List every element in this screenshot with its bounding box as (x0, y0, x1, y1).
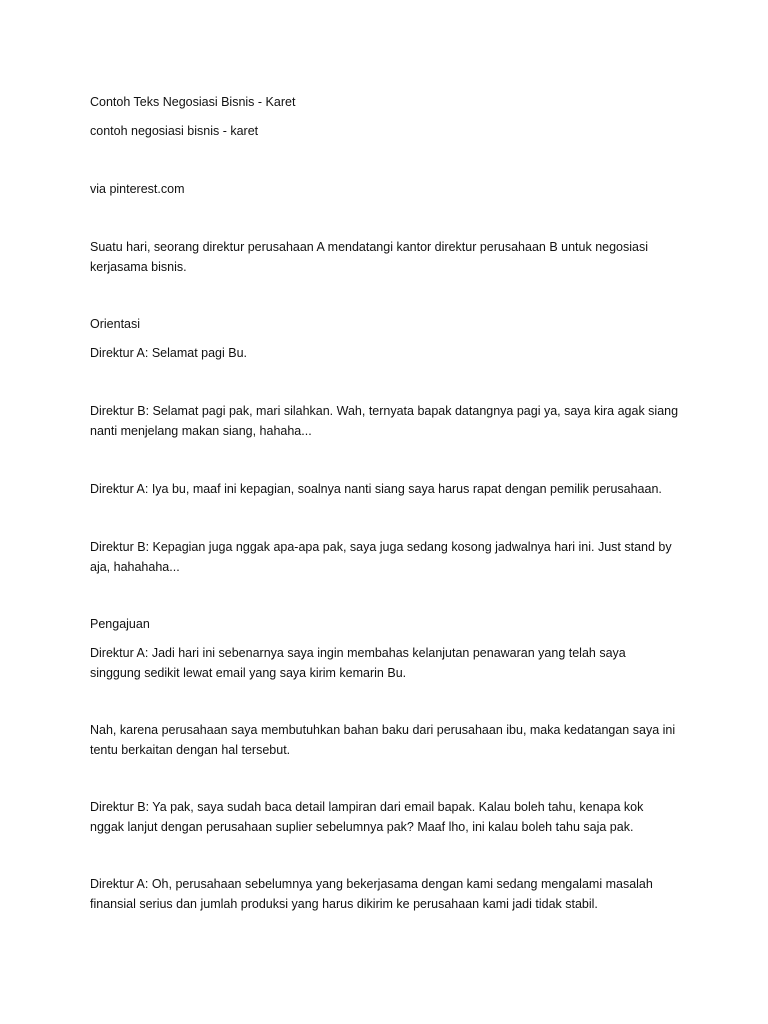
dialogue-line: Direktur B: Selamat pagi pak, mari silahkan. Wah, ternyata bapak datangnya pagi ya, saya kira agak siang (90, 404, 679, 418)
dialogue-line: Direktur B: Kepagian juga nggak apa-apa pak, saya juga sedang kosong jadwalnya hari ini. Just stand by (90, 540, 672, 554)
section-heading-pengajuan: Pengajuan (90, 617, 150, 631)
document-title: Contoh Teks Negosiasi Bisnis - Karet (90, 95, 296, 109)
paragraph-line: tentu berkaitan dengan hal tersebut. (90, 743, 291, 757)
dialogue-line: Direktur A: Oh, perusahaan sebelumnya yang bekerjasama dengan kami sedang mengalami masalah (90, 877, 653, 891)
dialogue-line: singgung sedikit lewat email yang saya kirim kemarin Bu. (90, 666, 407, 680)
dialogue-line: nggak lanjut dengan perusahaan suplier sebelumnya pak? Maaf lho, ini kalau boleh tahu saja pak. (90, 820, 634, 834)
source-link[interactable]: via pinterest.com (90, 182, 185, 196)
intro-line-1: Suatu hari, seorang direktur perusahaan A mendatangi kantor direktur perusahaan B untuk negosiasi (90, 240, 649, 254)
dialogue-line: Direktur A: Jadi hari ini sebenarnya saya ingin membahas kelanjutan penawaran yang telah saya (90, 646, 626, 660)
dialogue-line: finansial serius dan jumlah produksi yang harus dikirim ke perusahaan kami jadi tidak stabil. (90, 897, 598, 911)
paragraph-line: Nah, karena perusahaan saya membutuhkan bahan baku dari perusahaan ibu, maka kedatangan saya ini (90, 723, 676, 737)
dialogue-line: Direktur A: Iya bu, maaf ini kepagian, soalnya nanti siang saya harus rapat dengan pemilik perusahaan. (90, 482, 662, 496)
dialogue-line: Direktur B: Ya pak, saya sudah baca detail lampiran dari email bapak. Kalau boleh tahu, kenapa kok (90, 800, 644, 814)
section-heading-orientasi: Orientasi (90, 317, 141, 331)
dialogue-line: aja, hahahaha... (90, 560, 180, 574)
intro-line-2: kerjasama bisnis. (90, 260, 187, 274)
dialogue-line: nanti menjelang makan siang, hahaha... (90, 424, 312, 438)
dialogue-line: Direktur A: Selamat pagi Bu. (90, 346, 248, 360)
document-subtitle: contoh negosiasi bisnis - karet (90, 124, 259, 138)
